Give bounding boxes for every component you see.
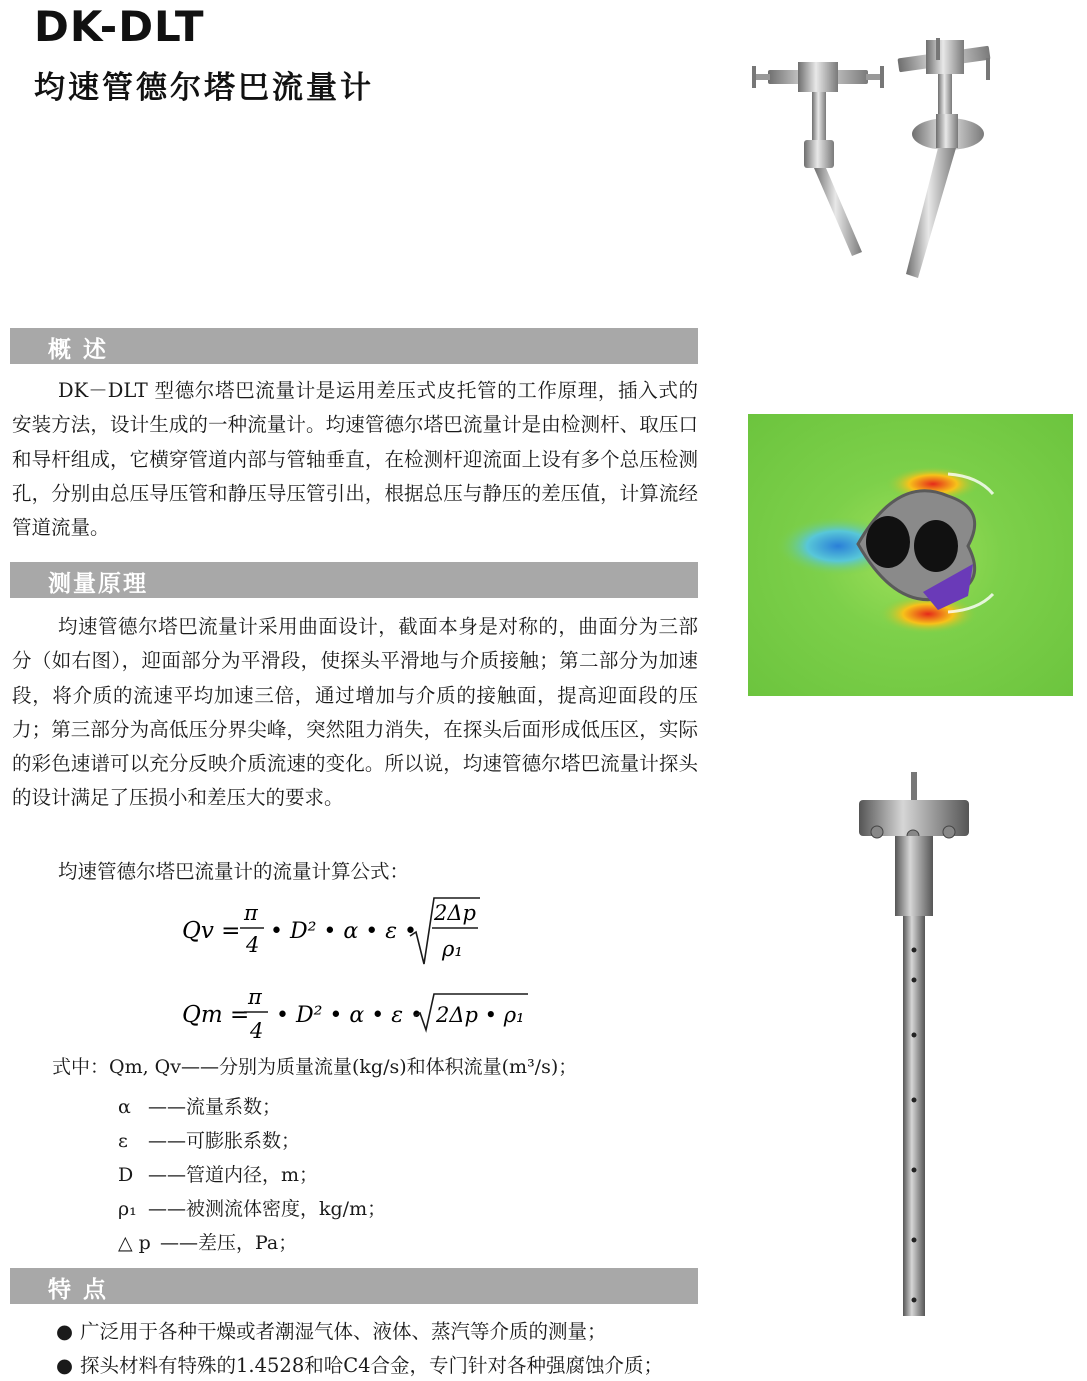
feature-item [56, 1316, 607, 1344]
features-heading-band [10, 1268, 698, 1304]
feature-text: 探头材料有特殊的1.4528和哈C4合金，专门针对各种强腐蚀介质； [80, 1354, 664, 1377]
principle-heading: 测量原理 [48, 571, 148, 597]
features-heading: 特 点 [48, 1277, 109, 1303]
overview-text: DK－DLT 型德尔塔巴流量计是运用差压式皮托管的工作原理，插入式的安装方法，设计生成的一种流量计。均速管德尔塔巴流量计是由检测杆、取压口和导杆组成，它横穿管道内部与管轴垂直，在检测杆迎流面上设有多个总压检测孔，分别由总压导压管和静压导压管引出，根据总压与静压的差压值，计算流经管道流量。 [12, 379, 698, 540]
legend-intro: 式中：Qm, Qv——分别为质量流量(kg/s)和体积流量(m³/s)； [52, 1056, 578, 1078]
flowmeter-left [752, 62, 884, 256]
legend-symbol: α [118, 1096, 131, 1118]
formula-qv [178, 890, 498, 970]
bullet-icon: ● [56, 1320, 74, 1343]
legend-desc: ——差压，Pa； [160, 1232, 298, 1254]
formula-qv-denominator: ρ₁ [442, 937, 463, 961]
formula-qm-radicand: 2Δp • ρ₁ [436, 1003, 525, 1027]
legend-desc: ——可膨胀系数； [148, 1130, 301, 1152]
formula-qv-four: 4 [246, 933, 260, 957]
formula-qm-four: 4 [250, 1019, 264, 1043]
feature-item [56, 1350, 663, 1378]
legend-row [118, 1228, 297, 1255]
feature-text: 广泛用于各种干燥或者潮湿气体、液体、蒸汽等介质的测量； [80, 1320, 607, 1343]
bullet-icon: ● [56, 1354, 74, 1377]
probe-cross-section-icon [748, 414, 1073, 696]
legend-row [118, 1160, 318, 1187]
legend-row [118, 1092, 281, 1119]
formula-qv-lhs: Qv = [182, 918, 241, 944]
overview-heading: 概 述 [48, 337, 109, 363]
formula-qm-mid: • D² • α • ε • [276, 1003, 423, 1028]
principle-text: 均速管德尔塔巴流量计采用曲面设计，截面本身是对称的，曲面分为三部分（如右图），迎面部分为平滑段，使探头平滑地与介质接触；第二部分为加速段，将介质的流速平均加速三倍，通过增加与介质的接触面，提高迎面段的压力；第三部分为高低压分界尖峰，突然阻力消失，在探头后面形成低压区，实际的彩色速谱可以充分反映介质流速的变化。所以说，均速管德尔塔巴流量计探头的设计满足了压损小和差压大的要求。 [12, 615, 698, 810]
legend-symbol: △ p [118, 1232, 151, 1254]
legend-row [118, 1126, 300, 1153]
legend-row [118, 1194, 386, 1221]
legend-symbol: ρ₁ [118, 1198, 137, 1220]
formula-label: 均速管德尔塔巴流量计的流量计算公式： [58, 860, 410, 883]
formula-qm [178, 986, 538, 1048]
formula-qv-pi: π [244, 901, 258, 925]
formula-qv-mid: • D² • α • ε • [270, 919, 417, 944]
legend-symbol: D [118, 1164, 134, 1186]
formula-qm-lhs: Qm = [182, 1002, 250, 1028]
product-photo-probe [855, 770, 975, 1320]
model-number: DK-DLT [34, 2, 205, 51]
product-title: 均速管德尔塔巴流量计 [34, 70, 374, 106]
legend-symbol: ε [118, 1130, 128, 1152]
legend-desc: ——管道内径，m； [148, 1164, 319, 1186]
principle-heading-band [10, 562, 698, 598]
legend-desc: ——被测流体密度，kg/m； [148, 1198, 387, 1220]
formula-qm-pi: π [248, 986, 262, 1009]
overview-heading-band [10, 328, 698, 364]
legend-desc: ——流量系数； [148, 1096, 282, 1118]
flowmeter-right [897, 38, 990, 278]
velocity-spectrum-image [748, 414, 1073, 696]
formula-qv-numerator: 2Δp [434, 901, 476, 925]
product-photo-pair [748, 30, 998, 285]
